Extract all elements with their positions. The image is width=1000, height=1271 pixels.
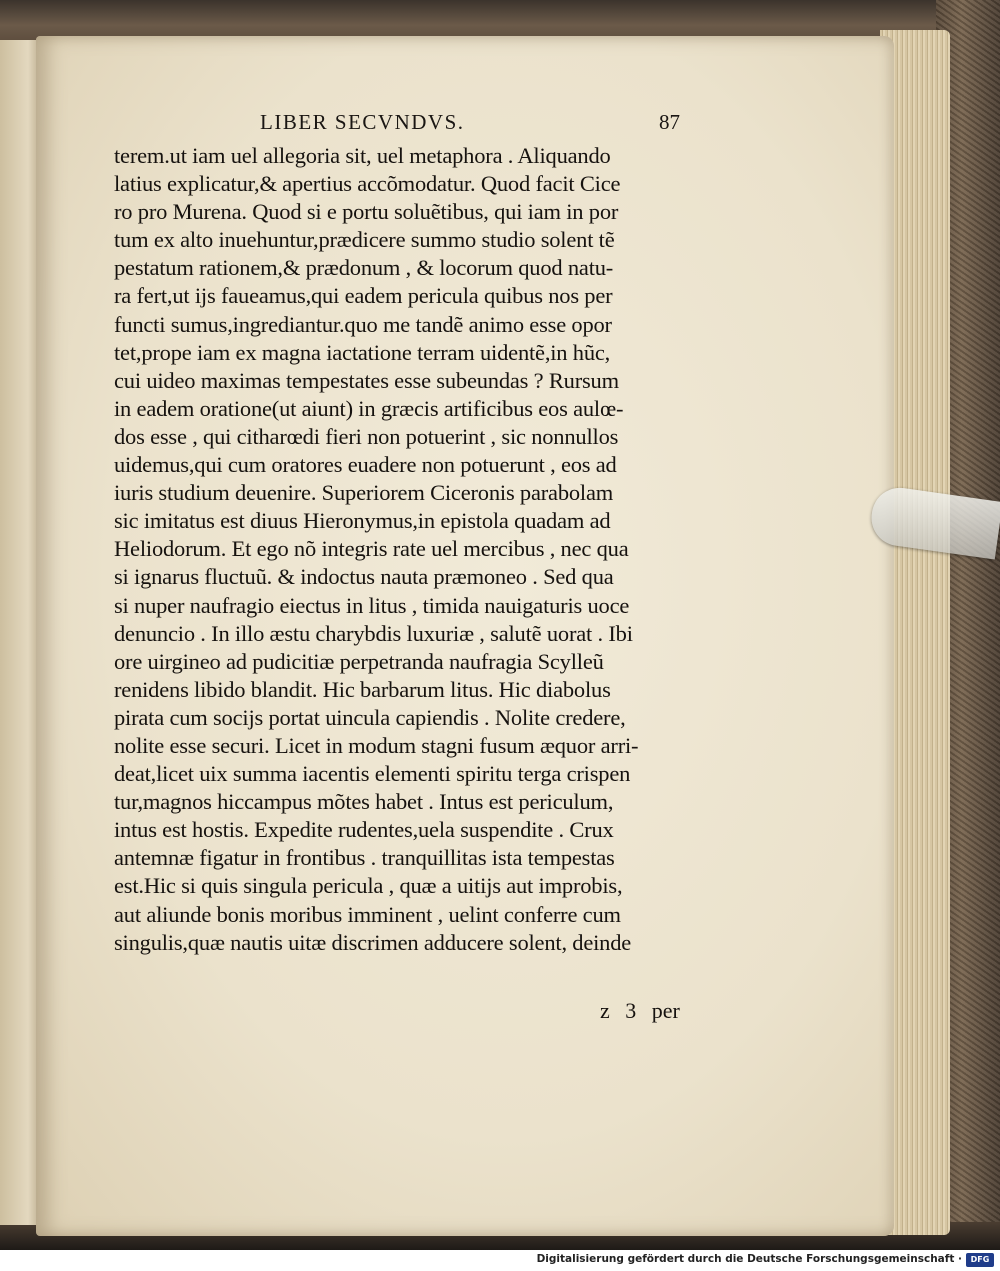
catchword: per [651,998,680,1023]
page-body-text [114,142,704,957]
text-line: iuris studium deuenire. Superiorem Ciceronis parabolam [114,480,614,506]
text-line: pestatum rationem,& prædonum , & locorum quod natu- [114,255,614,281]
text-line: tet,prope iam ex magna iactatione terram uidentẽ,in hũc, [114,339,611,365]
page-number: 87 [659,110,680,134]
text-line: tum ex alto inuehuntur,prædicere summo studio solent tẽ [114,227,615,253]
page-header [260,110,700,140]
funding-credit: Digitalisierung gefördert durch die Deutsche Forschungsgemeinschaft · [536,1253,962,1265]
running-head: LIBER SECVNDVS. [260,110,465,134]
text-line: si nuper naufragio eiectus in litus , timida nauigaturis uoce [114,592,630,618]
text-line: ra fert,ut ijs faueamus,qui eadem pericula quibus nos per [114,283,613,309]
text-line: singulis,quæ nautis uitæ discrimen adducere solent, deinde [114,929,632,955]
text-line: renidens libido blandit. Hic barbarum litus. Hic diabolus [114,676,611,702]
text-line: terem.ut iam uel allegoria sit, uel metaphora . Aliquando [114,143,611,168]
text-line: tur,magnos hiccampus mõtes habet . Intus est periculum, [114,789,614,815]
text-line: Heliodorum. Et ego nõ integris rate uel mercibus , nec qua [114,536,629,562]
text-line: si ignarus fluctuũ. & indoctus nauta præmoneo . Sed qua [114,564,614,590]
text-line: ore uirgineo ad pudicitiæ perpetranda naufragia Scylleũ [114,648,604,674]
text-line: antemnæ figatur in frontibus . tranquillitas ista tempestas [114,845,615,871]
text-line: latius explicatur,& apertius accõmodatur. Quod facit Cice [114,171,621,197]
signature-mark: z 3 [600,998,637,1023]
facing-page-edge [0,40,40,1225]
text-line: sic imitatus est diuus Hieronymus,in epistola quadam ad [114,508,611,534]
text-line: in eadem oratione(ut aiunt) in græcis artificibus eos aulœ- [114,395,624,421]
dfg-logo-icon: DFG [966,1253,994,1267]
text-line: aut aliunde bonis moribus imminent , uelint conferre cum [114,901,621,927]
text-line: uidemus,qui cum oratores euadere non potuerunt , eos ad [114,452,617,478]
text-line: pirata cum socijs portat uincula capiendis . Nolite credere, [114,704,626,730]
signature-line [600,998,680,1024]
text-line: cui uideo maximas tempestates esse subeundas ? Rursum [114,367,619,393]
text-line: denuncio . In illo æstu charybdis luxuriæ , salutẽ uorat . Ibi [114,620,633,646]
text-line: dos esse , qui citharœdi fieri non potuerint , sic nonnullos [114,423,619,449]
text-line: est.Hic si quis singula pericula , quæ a uitijs aut improbis, [114,873,623,899]
text-line: intus est hostis. Expedite rudentes,uela suspendite . Crux [114,817,614,843]
text-line: ro pro Murena. Quod si e portu soluẽtibus, qui iam in por [114,199,619,225]
text-line: deat,licet uix summa iacentis elementi spiritu terga crispen [114,761,631,787]
text-line: nolite esse securi. Licet in modum stagni fusum æquor arri- [114,732,639,758]
text-line: functi sumus,ingrediantur.quo me tandẽ animo esse opor [114,311,612,337]
